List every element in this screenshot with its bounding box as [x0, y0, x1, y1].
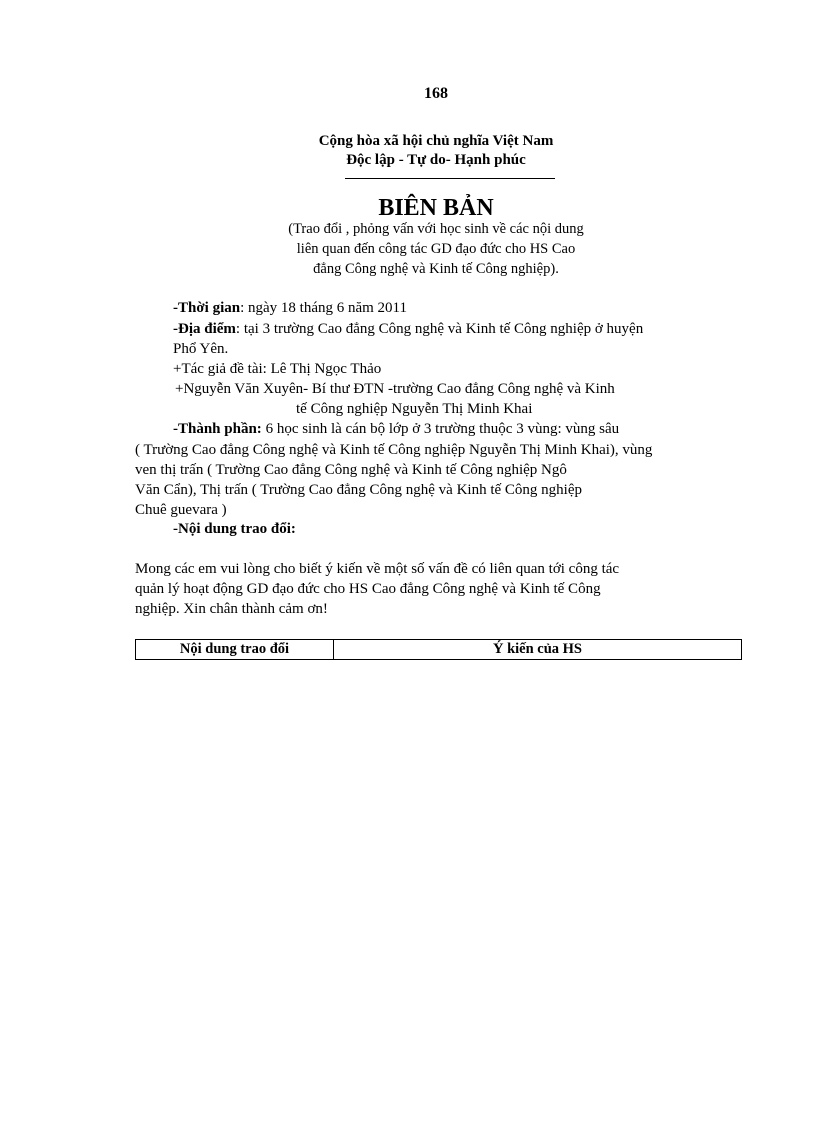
- members-line: Chuê guevara ): [135, 502, 227, 518]
- request-line: Mong các em vui lòng cho biết ý kiến về một số vấn đề có liên quan tới công tác: [135, 561, 620, 577]
- national-motto: Độc lập - Tự do- Hạnh phúc: [346, 152, 526, 168]
- place-label: -Địa điểm: [173, 321, 236, 337]
- motto-underline: [345, 178, 555, 179]
- document-title: BIÊN BẢN: [378, 195, 494, 221]
- subtitle-line: liên quan đến công tác GD đạo đức cho HS Cao: [296, 241, 576, 257]
- column-header-content: Nội dung trao đổi: [136, 640, 334, 660]
- members-value: 6 học sinh là cán bộ lớp ở 3 trường thuộc 3 vùng: vùng sâu: [261, 421, 620, 437]
- subtitle-line: đẳng Công nghệ và Kinh tế Công nghiệp).: [313, 261, 559, 277]
- members-label: -Thành phần:: [173, 421, 262, 437]
- opinion-table: [135, 639, 742, 660]
- table-header-row: [136, 640, 742, 660]
- time-value: : ngày 18 tháng 6 năm 2011: [240, 300, 407, 316]
- members-line: ven thị trấn ( Trường Cao đẳng Công nghệ và Kinh tế Công nghiệp Ngô: [135, 462, 567, 478]
- place-value: : tại 3 trường Cao đẳng Công nghệ và Kinh tế Công nghiệp ở huyện: [235, 321, 644, 337]
- time-row: [173, 300, 407, 317]
- participant-line: +Nguyễn Văn Xuyên- Bí thư ĐTN -trường Cao đẳng Công nghệ và Kinh: [175, 381, 615, 397]
- place-continuation: Phổ Yên.: [173, 341, 229, 357]
- content-label: -Nội dung trao đổi:: [173, 521, 296, 537]
- request-line: nghiệp. Xin chân thành cảm ơn!: [135, 601, 328, 617]
- author-line: +Tác giả đề tài: Lê Thị Ngọc Thảo: [173, 361, 382, 377]
- request-line: quản lý hoạt động GD đạo đức cho HS Cao đẳng Công nghệ và Kinh tế Công: [135, 581, 601, 597]
- place-row: [173, 321, 643, 338]
- members-line: ( Trường Cao đẳng Công nghệ và Kinh tế Công nghiệp Nguyễn Thị Minh Khai), vùng: [135, 442, 653, 458]
- subtitle-line: (Trao đổi , phỏng vấn với học sinh về các nội dung: [288, 221, 584, 237]
- page-number: 168: [424, 85, 448, 102]
- column-header-opinion: Ý kiến của HS: [334, 640, 742, 660]
- members-row: [173, 421, 619, 438]
- time-label: -Thời gian: [173, 300, 241, 316]
- participant-line-cont: tế Công nghiệp Nguyễn Thị Minh Khai: [296, 401, 533, 417]
- country-name: Cộng hòa xã hội chủ nghĩa Việt Nam: [318, 133, 554, 149]
- members-line: Văn Cẩn), Thị trấn ( Trường Cao đẳng Công nghệ và Kinh tế Công nghiệp: [135, 482, 582, 498]
